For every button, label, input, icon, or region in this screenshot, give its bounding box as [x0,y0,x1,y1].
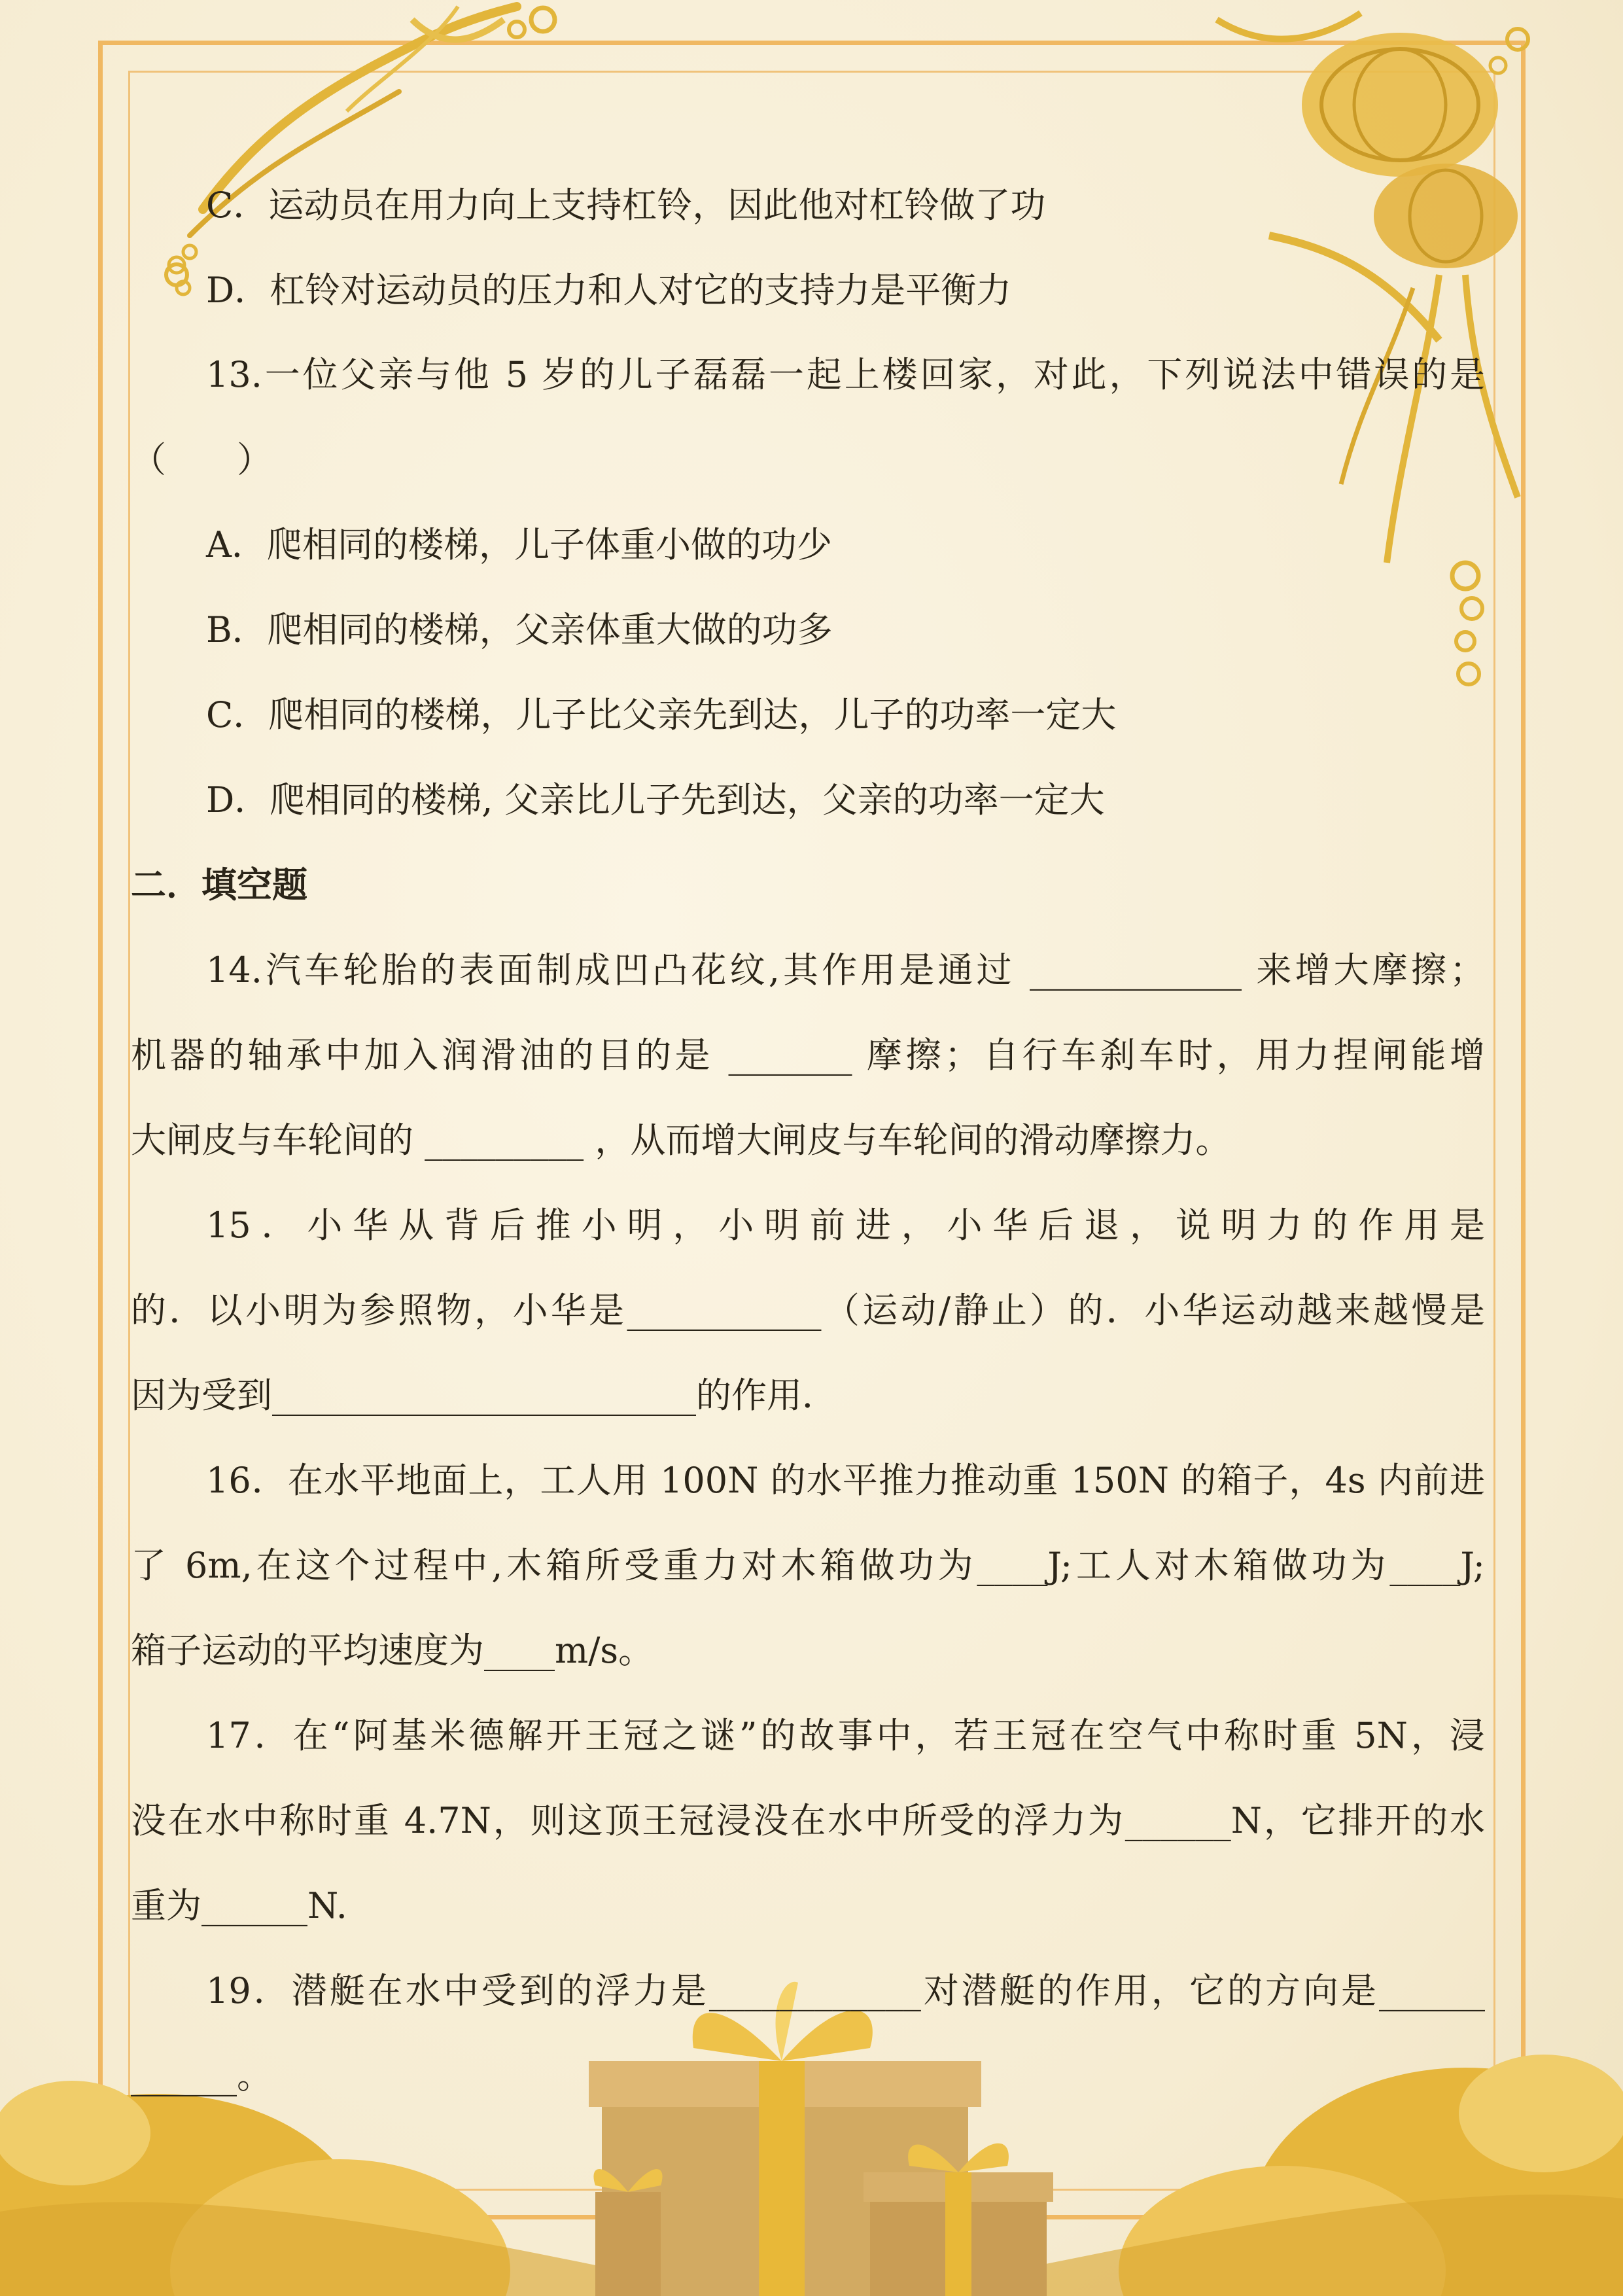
q17-line2: 没在水中称时重 4.7N，则这顶王冠浸没在水中所受的浮力为______N，它排开的水 [131,1800,1485,1841]
section-heading-fill-blank: 二．填空题 [131,864,307,906]
q14-line3: 大闸皮与车轮间的 _________ ，从而增大闸皮与车轮间的滑动摩擦力。 [131,1120,1231,1161]
q15-line2: 的．以小明为参照物，小华是___________（运动/静止）的．小华运动越来越慢是 [131,1290,1485,1331]
q12-option-c: C．运动员在用力向上支持杠铃，因此他对杠铃做了功 [206,185,1046,226]
q16-line1: 16．在水平地面上，工人用 100N 的水平推力推动重 150N 的箱子，4s 内前进 [206,1460,1485,1501]
q12-option-d: D．杠铃对运动员的压力和人对它的支持力是平衡力 [206,270,1012,311]
q13-option-b: B．爬相同的楼梯，父亲体重大做的功多 [206,609,833,650]
q19-line1: 19．潜艇在水中受到的浮力是____________对潜艇的作用，它的方向是______ [206,1970,1485,2011]
q13-option-c: C．爬相同的楼梯，儿子比父亲先到达，儿子的功率一定大 [206,694,1117,735]
q17-line3: 重为______N. [131,1885,347,1926]
document-content [131,0,1498,2296]
q14-line2: 机器的轴承中加入润滑油的目的是 _______ 摩擦；自行车刹车时，用力捏闸能增 [131,1034,1485,1076]
q15-line3: 因为受到________________________的作用． [131,1375,837,1416]
q17-line1: 17．在“阿基米德解开王冠之谜”的故事中，若王冠在空气中称时重 5N，浸 [206,1715,1485,1756]
q13-stem-line1: 13.一位父亲与他 5 岁的儿子磊磊一起上楼回家，对此，下列说法中错误的是 [206,354,1485,395]
q16-line3: 箱子运动的平均速度为____m/s。 [131,1630,654,1671]
q16-line2: 了 6m,在这个过程中,木箱所受重力对木箱做功为____J;工人对木箱做功为____J; [131,1545,1485,1586]
q19-line2: ______。 [131,2055,272,2096]
q13-stem-line2: （ ） [131,439,272,480]
q15-line1: 15．小华从背后推小明，小明前进，小华后退，说明力的作用是 [206,1205,1485,1246]
q14-line1: 14.汽车轮胎的表面制成凹凸花纹,其作用是通过 ____________ 来增大摩擦； [206,949,1485,991]
q13-option-d: D．爬相同的楼梯, 父亲比儿子先到达，父亲的功率一定大 [206,779,1105,821]
q13-option-a: A．爬相同的楼梯，儿子体重小做的功少 [206,524,832,565]
